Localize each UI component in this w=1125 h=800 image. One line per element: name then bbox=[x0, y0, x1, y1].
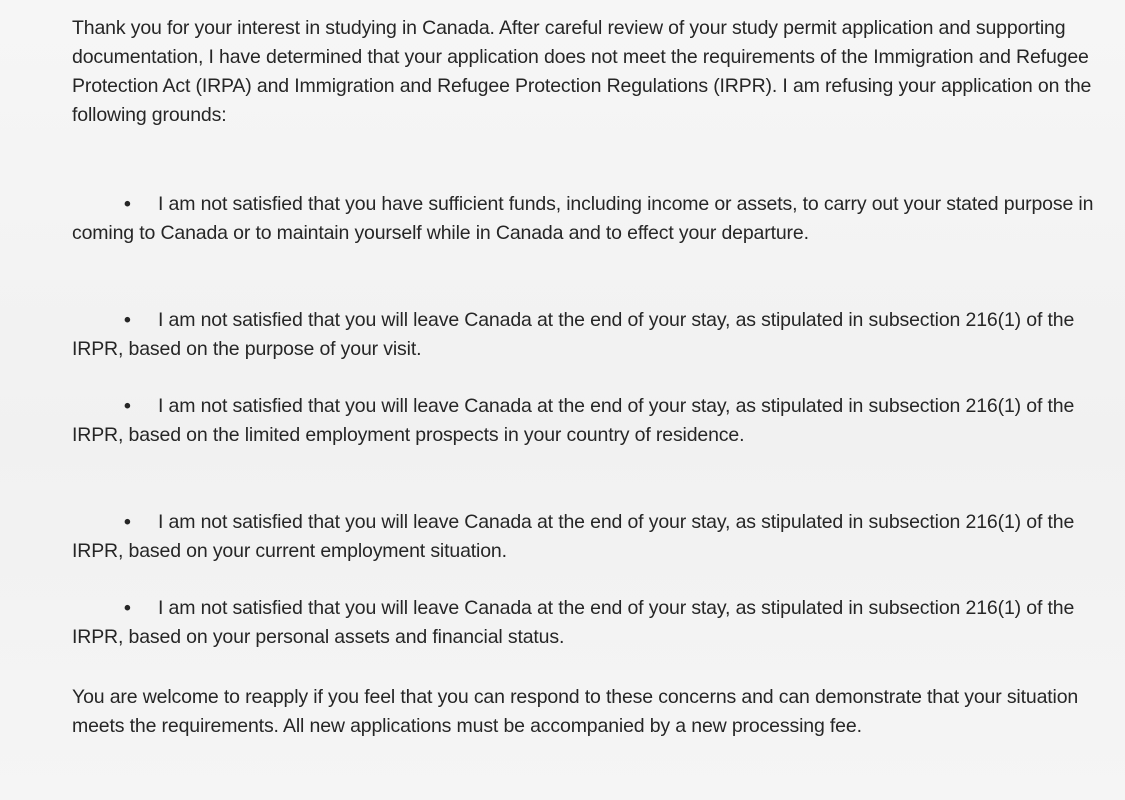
refusal-ground-1 bbox=[72, 190, 1112, 248]
refusal-ground-4 bbox=[72, 508, 1112, 566]
refusal-ground-3 bbox=[72, 392, 1112, 450]
intro-paragraph: Thank you for your interest in studying in Canada. After careful review of your study permit application and supporting documentation, I have determined that your application does not meet the requirements of the Immigration and Refugee Protection Act (IRPA) and Immigration and Refugee Protection Regulations (IRPR). I am refusing your application on the following grounds: bbox=[72, 17, 1092, 126]
closing-paragraph: You are welcome to reapply if you feel that you can respond to these concerns and can demonstrate that your situation meets the requirements. All new applications must be accompanied by a new processing fee. bbox=[72, 686, 1079, 737]
refusal-ground-text: I am not satisfied that you will leave Canada at the end of your stay, as stipulated in subsection 216(1) of the IRPR, based on the limited employment prospects in your country of residence. bbox=[72, 395, 1075, 446]
refusal-ground-2 bbox=[72, 306, 1112, 364]
refusal-ground-text: I am not satisfied that you have sufficient funds, including income or assets, to carry out your stated purpose in coming to Canada or to maintain yourself while in Canada and to effect your departure. bbox=[72, 193, 1094, 244]
bullet-icon: • bbox=[124, 511, 131, 533]
bullet-icon: • bbox=[124, 395, 131, 417]
bullet-icon: • bbox=[124, 597, 131, 619]
refusal-ground-text: I am not satisfied that you will leave Canada at the end of your stay, as stipulated in subsection 216(1) of the IRPR, based on your current employment situation. bbox=[72, 511, 1075, 562]
refusal-ground-text: I am not satisfied that you will leave Canada at the end of your stay, as stipulated in subsection 216(1) of the IRPR, based on your personal assets and financial status. bbox=[72, 597, 1075, 648]
bullet-icon: • bbox=[124, 193, 131, 215]
refusal-ground-text: I am not satisfied that you will leave Canada at the end of your stay, as stipulated in subsection 216(1) of the IRPR, based on the purpose of your visit. bbox=[72, 309, 1075, 360]
bullet-icon: • bbox=[124, 309, 131, 331]
refusal-ground-5 bbox=[72, 594, 1112, 652]
